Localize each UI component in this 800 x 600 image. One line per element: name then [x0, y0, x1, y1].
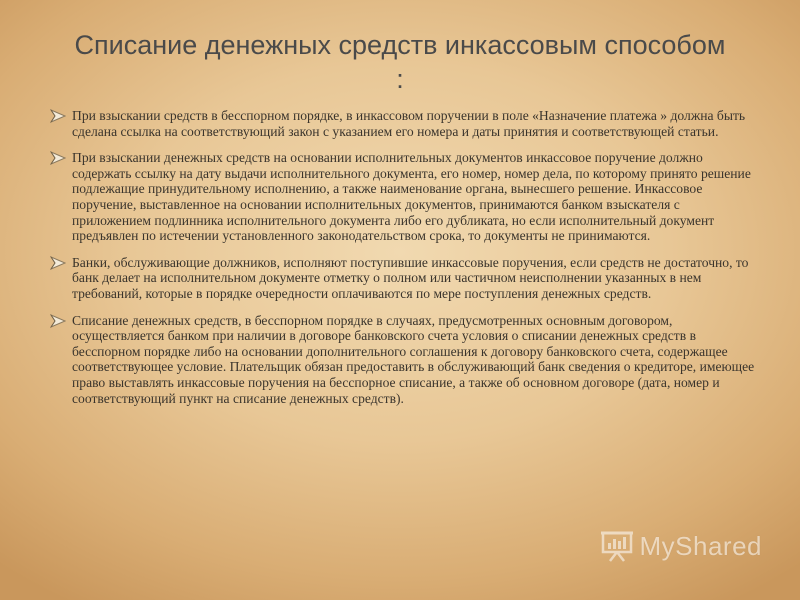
bullet-item-4 — [50, 313, 762, 407]
arrowhead-bullet-icon — [50, 256, 66, 270]
bullet-item-text: Банки, обслуживающие должников, исполняют поступившие инкассовые поручения, если средств не достаточно, то банк делает на исполнительном документе отметку о полном или частичном неисполнении указанных в нем требований, которые в порядке очередности оплачиваются по мере поступления денежных средств. — [72, 254, 749, 301]
bullet-item-text: При взыскании средств в бесспорном порядке, в инкассовом поручении в поле «Назначение платежа » должна быть сделана ссылка на соответствующий закон с указанием его номера и даты принятия и соответствующей статьи. — [72, 108, 746, 139]
bullet-item-text: Списание денежных средств, в бесспорном порядке в случаях, предусмотренных основным договором, осуществляется банком при наличии в договоре банковского счета условия о списании денежных средств в бесспорном порядке либо на основании дополнительного соглашения к договору банковского счета, содержащее соответствующее условие. Плательщик обязан предоставить в обслуживающий банк сведения о кредиторе, имеющее право выставлять инкассовые поручения на бесспорное списание, а также об основном договоре (дата, номер и соответствующий пункт на списание денежных средств). — [72, 312, 755, 406]
arrowhead-bullet-icon — [50, 314, 66, 328]
arrowhead-bullet-icon — [50, 109, 66, 123]
bullet-item-1 — [50, 108, 762, 139]
slide-title — [40, 28, 760, 96]
slide-title-line2: : — [396, 64, 404, 94]
arrowhead-bullet-icon — [50, 151, 66, 165]
watermark-label: MyShared — [639, 530, 762, 561]
bullet-item-3 — [50, 255, 762, 302]
presentation-board-icon — [600, 529, 634, 563]
slide-title-line1: Списание денежных средств инкассовым способом — [74, 30, 726, 60]
bullet-item-2 — [50, 150, 762, 244]
slide-content — [50, 108, 762, 417]
myshared-watermark — [600, 526, 763, 566]
bullet-item-text: При взыскании денежных средств на основании исполнительных документов инкассовое поручение должно содержать ссылку на дату выдачи исполнительного документа, его номер, номер дела, по которому принято решение подлежащие принудительному исполнению, а также наименование органа, вынесшего решение. Инкассовое поручение, выставленное на основании исполнительных документов, принимаются банком взыскателя с приложением подлинника исполнительного документа либо его дубликата, но если исполнительный документ предъявлен по истечении установленного законодательством срока, то документы не принимаются. — [72, 150, 751, 244]
